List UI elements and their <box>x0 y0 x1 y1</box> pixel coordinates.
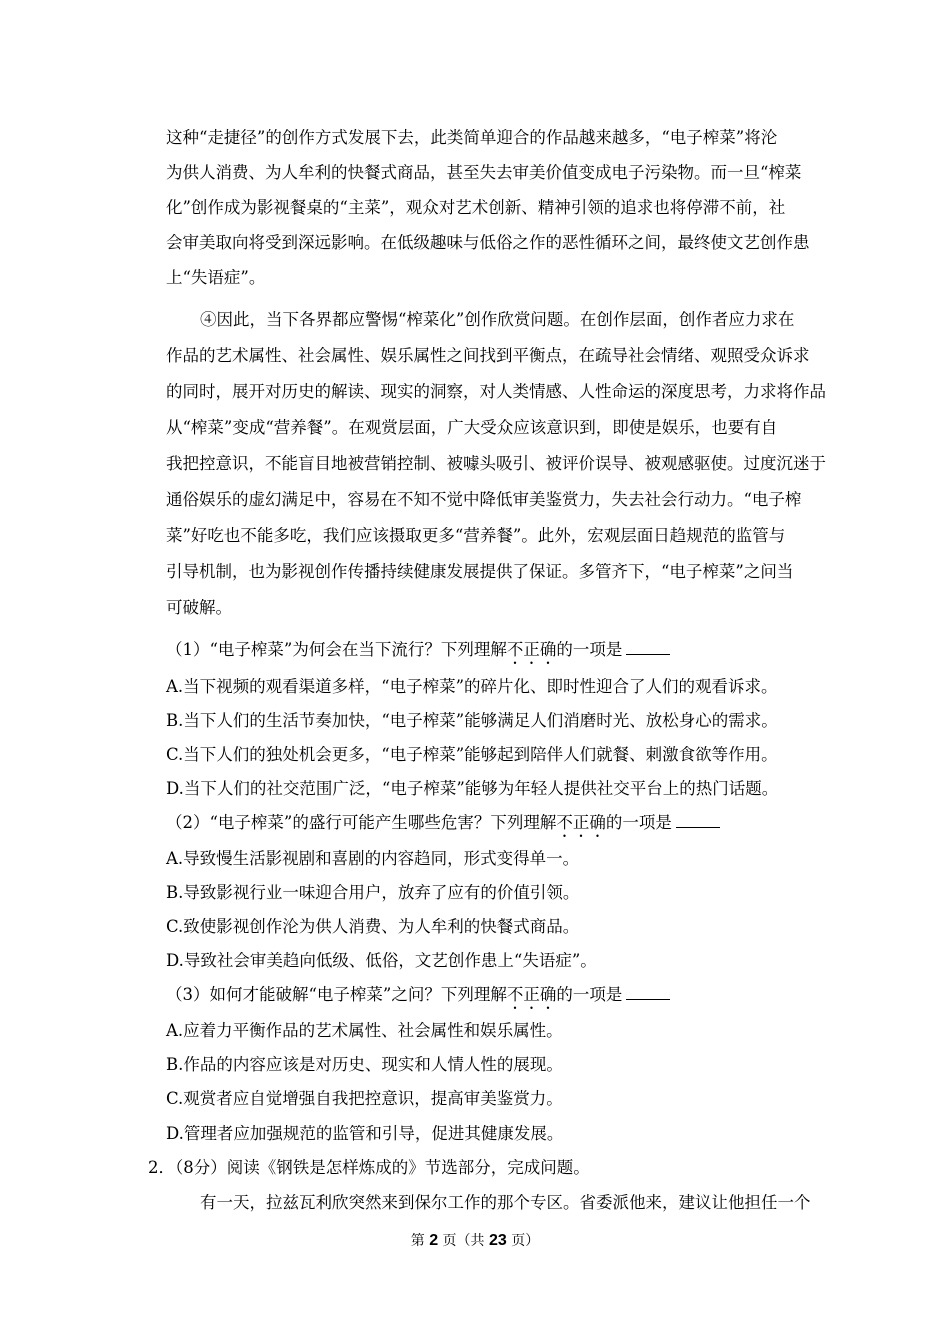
question-text: （8分）阅读《钢铁是怎样炼成的》节选部分，完成问题。 <box>175 1158 590 1177</box>
option-a: A.当下视频的观看渠道多样，“电子榨菜”的碎片化、即时性迎合了人们的观看诉求。 <box>166 677 778 696</box>
option-c: C.观赏者应自觉增强自我把控意识，提高审美鉴赏力。 <box>166 1089 563 1108</box>
option-d: D.导致社会审美趋向低级、低俗，文艺创作患上“失语症”。 <box>166 951 597 970</box>
paragraph4-line: 菜”好吃也不能多吃，我们应该摄取更多“营养餐”。此外，宏观层面日趋规范的监管与 <box>166 526 786 545</box>
question-1-stem: （1）“电子榨菜”为何会在当下流行？下列理解不正确的一项是 <box>166 640 670 668</box>
option-a: A.导致慢生活影视剧和喜剧的内容趋同，形式变得单一。 <box>166 849 580 868</box>
question-2-header <box>148 1158 590 1178</box>
option-d: D.管理者应加强规范的监管和引导，促进其健康发展。 <box>166 1124 564 1143</box>
option-c: C.致使影视创作沦为供人消费、为人牟利的快餐式商品。 <box>166 917 580 936</box>
option-b: B.作品的内容应该是对历史、现实和人情人性的展现。 <box>166 1055 563 1074</box>
answer-blank <box>676 813 720 828</box>
emphasis-text: 不正确 <box>506 985 557 1004</box>
paragraph3-line: 化”创作成为影视餐桌的“主菜”，观众对艺术创新、精神引领的追求也将停滞不前，社 <box>166 198 786 217</box>
paragraph4-line: 从“榨菜”变成“营养餐”。在观赏层面，广大受众应该意识到，即使是娱乐，也要有自 <box>166 418 778 437</box>
question-2-stem: （2）“电子榨菜”的盛行可能产生哪些危害？下列理解不正确的一项是 <box>166 813 720 841</box>
answer-blank <box>626 985 670 1000</box>
question-number: 2． <box>148 1158 175 1177</box>
paragraph4-line: 引导机制，也为影视创作传播持续健康发展提供了保证。多管齐下，“电子榨菜”之问当 <box>166 562 794 581</box>
option-b: B.导致影视行业一味迎合用户，放弃了应有的价值引领。 <box>166 883 580 902</box>
emphasis-text: 不正确 <box>556 813 606 832</box>
paragraph4-line: 可破解。 <box>166 598 232 617</box>
paragraph4-line: 我把控意识，不能盲目地被营销控制、被噱头吸引、被评价误导、被观感驱使。过度沉迷于 <box>166 454 826 473</box>
answer-blank <box>626 640 670 655</box>
paragraph3-line: 会审美取向将受到深远影响。在低级趣味与低俗之作的恶性循环之间，最终使文艺创作患 <box>166 233 810 252</box>
paragraph4-line: ④因此，当下各界都应警惕“榨菜化”创作欣赏问题。在创作层面，创作者应力求在 <box>200 310 795 329</box>
paragraph4-line: 的同时，展开对历史的解读、现实的洞察，对人类情感、人性命运的深度思考，力求将作品 <box>166 382 826 401</box>
paragraph4-line: 通俗娱乐的虚幻满足中，容易在不知不觉中降低审美鉴赏力，失去社会行动力。“电子榨 <box>166 490 802 509</box>
paragraph3-line: 为供人消费、为人牟利的快餐式商品，甚至失去审美价值变成电子污染物。而一旦“榨菜 <box>166 163 802 182</box>
option-d: D.当下人们的社交范围广泛，“电子榨菜”能够为年轻人提供社交平台上的热门话题。 <box>166 779 779 798</box>
question-3-stem: （3）如何才能破解“电子榨菜”之问？下列理解不正确的一项是 <box>166 985 670 1013</box>
page-footer: 第 2 页（共 23 页） <box>410 1232 540 1249</box>
total-pages: 23 <box>489 1232 507 1249</box>
option-c: C.当下人们的独处机会更多，“电子榨菜”能够起到陪伴人们就餐、刺激食欲等作用。 <box>166 745 778 764</box>
option-b: B.当下人们的生活节奏加快，“电子榨菜”能够满足人们消磨时光、放松身心的需求。 <box>166 711 778 730</box>
passage-line: 有一天，拉兹瓦利欣突然来到保尔工作的那个专区。省委派他来，建议让他担任一个 <box>200 1193 811 1212</box>
emphasis-text: 不正确 <box>506 640 557 659</box>
paragraph3-line: 这种“走捷径”的创作方式发展下去，此类简单迎合的作品越来越多，“电子榨菜”将沦 <box>166 128 778 147</box>
option-a: A.应着力平衡作品的艺术属性、社会属性和娱乐属性。 <box>166 1021 563 1040</box>
paragraph4-line: 作品的艺术属性、社会属性、娱乐属性之间找到平衡点，在疏导社会情绪、观照受众诉求 <box>166 346 810 365</box>
page-number: 2 <box>429 1232 439 1249</box>
paragraph3-line: 上“失语症”。 <box>166 268 266 287</box>
